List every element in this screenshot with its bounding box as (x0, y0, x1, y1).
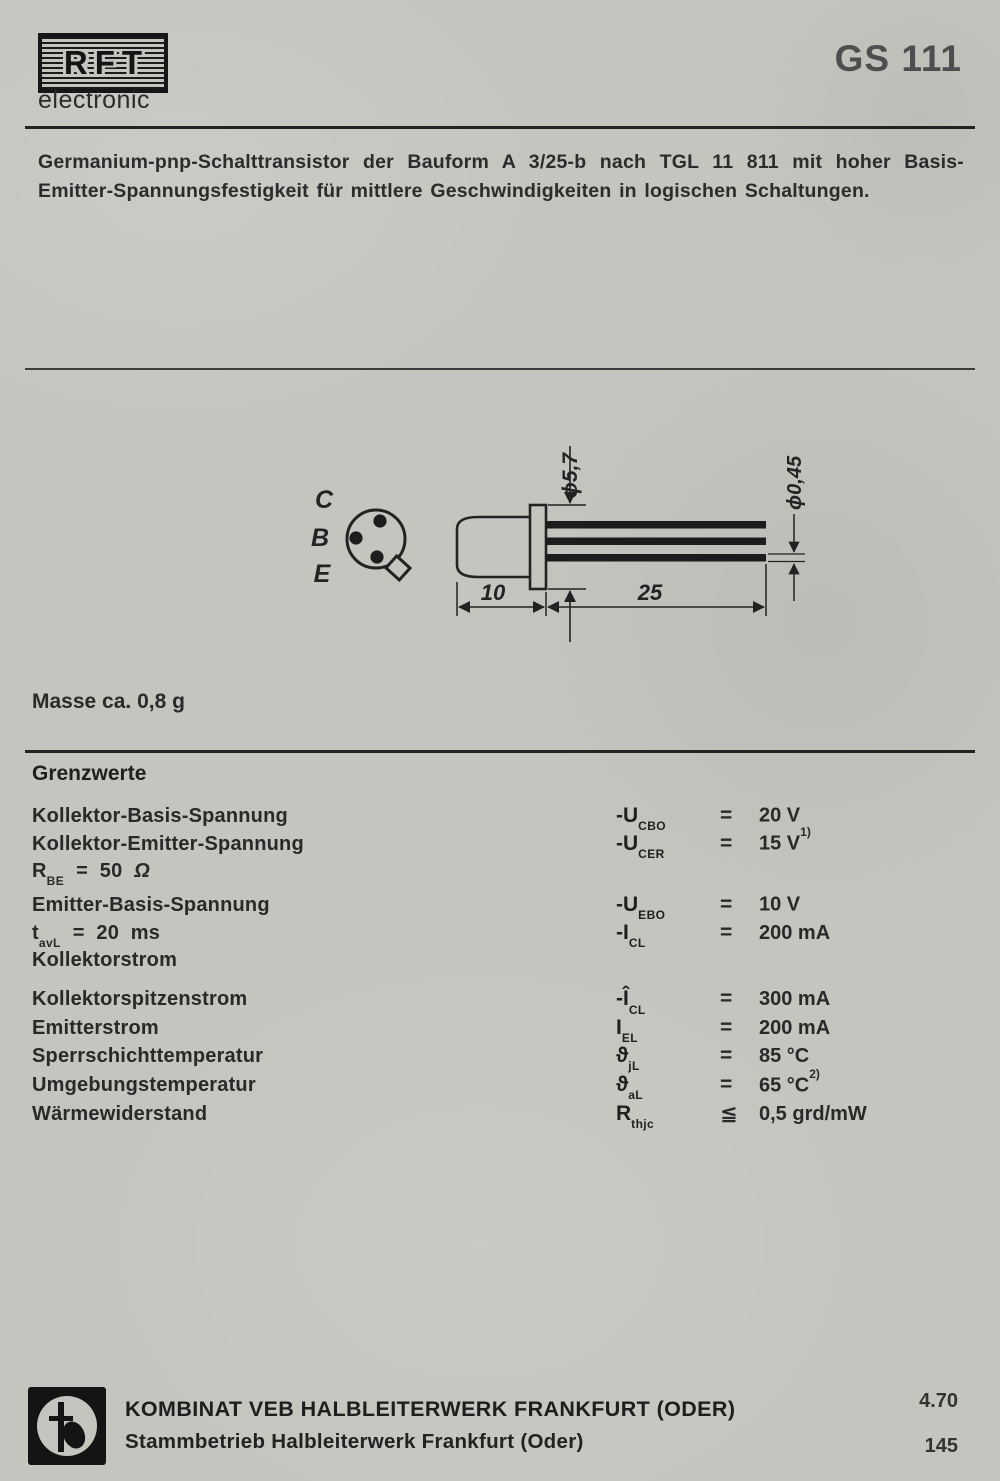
limit-symbol-sub: jL (628, 1059, 640, 1074)
condition-symbol: R (32, 859, 47, 882)
condition-symbol-sub: avL (38, 935, 61, 950)
limit-label: Emitterstrom (32, 1016, 159, 1039)
rft-brand-logo (38, 33, 168, 93)
pin-dot-e (370, 550, 383, 563)
condition-expression: = 20 ms (72, 921, 161, 944)
limit-relation: = (720, 920, 733, 944)
company-division: Stammbetrieb Halbleiterwerk Frankfurt (Oder) (125, 1430, 584, 1453)
limit-value: 15 V (759, 833, 801, 856)
limit-label: Emitter-Basis-Spannung (32, 893, 270, 916)
limits-table (32, 803, 968, 1132)
limit-label: Sperrschichttemperatur (32, 1045, 264, 1068)
lead-emitter (546, 554, 766, 562)
transistor-body-outline (457, 517, 540, 577)
limit-relation: = (720, 1015, 733, 1039)
limit-relation: = (720, 987, 733, 1011)
limit-footnote-ref: 2) (809, 1066, 820, 1081)
brand-subtitle: electronic (38, 86, 150, 114)
transistor-flange (530, 505, 546, 589)
limit-row (32, 949, 968, 977)
limit-value: 200 mA (759, 921, 831, 944)
description-paragraph: Germanium-pnp-Schalttransistor der Bauform A 3/25-b nach TGL 11 811 mit hoher Basis-Emitter-Spannungsfestigkeit für mittlere Geschwindigkeiten in logischen Schaltungen. (38, 151, 964, 203)
limit-symbol: -Î (616, 987, 629, 1011)
limit-row (32, 1016, 968, 1044)
index-tab (386, 556, 410, 580)
limit-symbol: I (616, 1015, 622, 1039)
limit-symbol: -U (616, 832, 639, 856)
limit-relation: = (720, 803, 733, 827)
lead-collector (546, 521, 766, 529)
limit-symbol-sub: EL (621, 1030, 638, 1045)
part-number: GS 111 (834, 38, 962, 79)
limit-value: 65 °C (759, 1074, 810, 1097)
pin-dot-c (373, 514, 386, 527)
limit-value: 85 °C (759, 1045, 810, 1068)
limit-symbol-sub: thjc (631, 1117, 655, 1132)
date-code: 4.70 (919, 1390, 958, 1412)
limit-symbol: ϑ (616, 1073, 629, 1097)
limit-label: Kollektor-Emitter-Spannung (32, 833, 304, 856)
limit-relation: = (720, 832, 733, 856)
limit-symbol: ϑ (616, 1044, 629, 1068)
dim-flange-diameter: ϕ5,7 (559, 452, 582, 498)
pin-label-e: E (313, 560, 331, 588)
condition-symbol-sub: BE (46, 873, 65, 888)
dim-lead-length: 25 (637, 580, 663, 605)
limit-row (32, 892, 968, 923)
dim-lead-diameter: ϕ0,45 (784, 455, 806, 510)
limit-symbol-sub: aL (628, 1088, 644, 1103)
lead-base (546, 538, 766, 546)
pin-dot-b (349, 531, 362, 544)
company-name: KOMBINAT VEB HALBLEITERWERK FRANKFURT (ODER) (125, 1397, 736, 1421)
limit-label: Kollektorstrom (32, 948, 178, 971)
drawing-section-divider (25, 368, 975, 370)
mass-note: Masse ca. 0,8 g (32, 690, 185, 713)
limit-relation: ≦ (720, 1101, 738, 1125)
limit-symbol-sub: CL (628, 1002, 646, 1017)
limit-value: 300 mA (759, 988, 831, 1011)
condition-unit: Ω (134, 859, 151, 882)
header-divider (25, 126, 975, 129)
limit-label: Wärmewiderstand (32, 1102, 208, 1125)
pin-label-c: C (314, 486, 334, 514)
limit-symbol-sub: CBO (638, 818, 667, 833)
limit-symbol: R (616, 1101, 632, 1125)
limit-value: 20 V (759, 804, 801, 827)
logo-f-crossbar (49, 1416, 73, 1421)
limit-row (32, 1044, 968, 1072)
logo-f-stem (58, 1402, 64, 1452)
limit-row (32, 987, 968, 1015)
limits-divider (25, 750, 975, 753)
limit-symbol-sub: EBO (638, 908, 666, 923)
limit-row (32, 1101, 968, 1132)
limit-footnote-ref: 1) (800, 825, 811, 840)
manufacturer-logo (28, 1387, 106, 1465)
limit-symbol: -I (616, 920, 629, 944)
limit-relation: = (720, 1044, 733, 1068)
package-drawing-main (290, 430, 820, 650)
limit-row (32, 803, 968, 831)
limit-label: Kollektor-Basis-Spannung (32, 804, 288, 827)
dim-body-length: 10 (480, 580, 506, 605)
limit-symbol: -U (616, 892, 639, 916)
page-number: 145 (924, 1435, 958, 1457)
limit-symbol-sub: CL (628, 935, 646, 950)
condition-symbol: t (32, 921, 39, 944)
limit-label: Umgebungstemperatur (32, 1074, 256, 1097)
limit-relation: = (720, 1073, 733, 1097)
limit-label: Kollektorspitzenstrom (32, 988, 248, 1011)
limit-symbol-sub: CER (638, 847, 665, 862)
pin-label-b: B (310, 524, 330, 552)
rft-logo-letters: RFT (63, 44, 150, 81)
limit-value: 10 V (759, 893, 801, 916)
limit-row-condition (32, 921, 968, 949)
limit-row-condition (32, 860, 968, 888)
limit-symbol: -U (616, 803, 639, 827)
condition-expression: = 50 (76, 859, 135, 882)
limit-value: 200 mA (759, 1016, 831, 1039)
limits-section-title: Grenzwerte (32, 762, 147, 785)
limit-value: 0,5 grd/mW (759, 1102, 867, 1125)
limit-relation: = (720, 892, 733, 916)
